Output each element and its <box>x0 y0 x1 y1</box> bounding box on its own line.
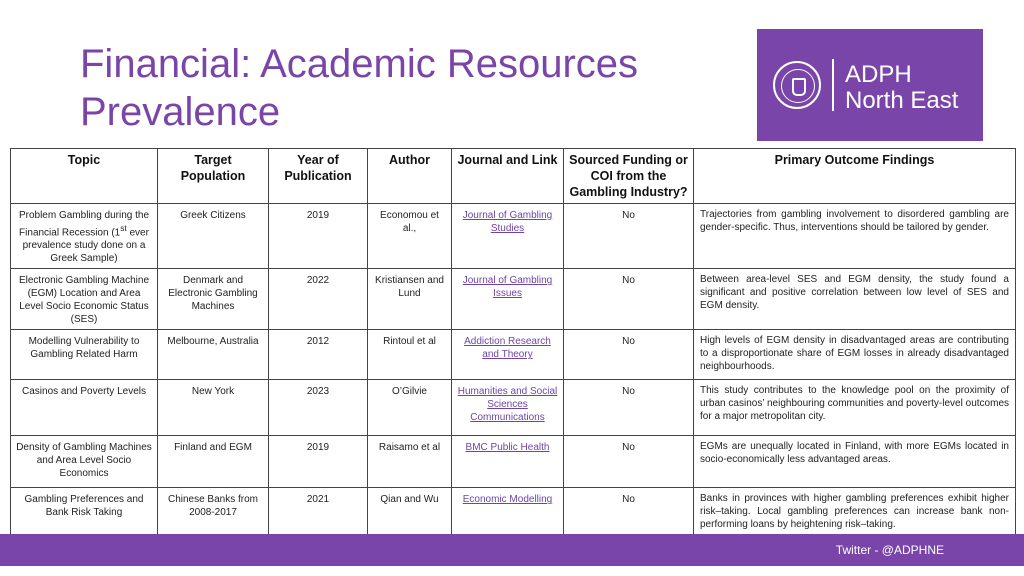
logo-divider <box>832 59 834 111</box>
journal-link[interactable]: Economic Modelling <box>462 494 553 506</box>
journal-link[interactable]: Addiction Research and Theory <box>464 336 551 361</box>
cell-population: Melbourne, Australia <box>158 330 269 380</box>
cell-topic: Gambling Preferences and Bank Risk Taking <box>11 488 158 538</box>
header-funding: Sourced Funding or COI from the Gambling Industry? <box>564 149 694 204</box>
slide-title-line-1: Financial: Academic Resources <box>80 42 639 86</box>
cell-population: New York <box>158 380 269 436</box>
cell-journal <box>452 488 564 538</box>
cell-year: 2019 <box>269 436 368 488</box>
table-row <box>11 330 1016 380</box>
cell-year: 2012 <box>269 330 368 380</box>
cell-author: Qian and Wu <box>368 488 452 538</box>
cell-funding: No <box>564 488 694 538</box>
header-topic: Topic <box>11 149 158 204</box>
journal-link[interactable]: Journal of Gambling Issues <box>462 275 553 300</box>
cell-funding: No <box>564 204 694 269</box>
header-journal: Journal and Link <box>452 149 564 204</box>
adph-logo <box>757 29 983 141</box>
cell-journal <box>452 436 564 488</box>
cell-outcome: This study contributes to the knowledge pool on the proximity of urban casinos’ neighbouring communities and poverty-level outcomes for a major metropolitan city. <box>694 380 1016 436</box>
topic-text-after-sup: ever prevalence study done on a Greek Sample) <box>22 227 149 265</box>
table-row <box>11 380 1016 436</box>
council-seal-icon <box>773 61 821 109</box>
cell-population: Denmark and Electronic Gambling Machines <box>158 269 269 330</box>
topic-superscript: st <box>120 223 127 233</box>
cell-year: 2019 <box>269 204 368 269</box>
cell-author: Raisamo et al <box>368 436 452 488</box>
slide-title-line-2: Prevalence <box>80 90 281 134</box>
table-header-row <box>11 149 1016 204</box>
cell-year: 2023 <box>269 380 368 436</box>
cell-topic: Casinos and Poverty Levels <box>11 380 158 436</box>
cell-outcome: Between area-level SES and EGM density, the study found a significant and positive correlation between low level of SES and EGM density. <box>694 269 1016 330</box>
cell-outcome: EGMs are unequally located in Finland, with more EGMs located in socio-economically less advantaged areas. <box>694 436 1016 488</box>
journal-link[interactable]: Journal of Gambling Studies <box>462 210 553 234</box>
cell-author: Kristiansen and Lund <box>368 269 452 330</box>
header-author: Author <box>368 149 452 204</box>
cell-population: Chinese Banks from 2008-2017 <box>158 488 269 538</box>
cell-topic: Density of Gambling Machines and Area Level Socio Economics <box>11 436 158 488</box>
cell-population: Greek Citizens <box>158 204 269 269</box>
cell-topic: Modelling Vulnerability to Gambling Related Harm <box>11 330 158 380</box>
header-year: Year of Publication <box>269 149 368 204</box>
header-target-population: Target Population <box>158 149 269 204</box>
cell-outcome: Banks in provinces with higher gambling preferences exhibit higher risk–taking. Local gambling preferences can increase bank non-performing loans by heightening risk–taking. <box>694 488 1016 538</box>
footer-bar <box>0 534 1024 566</box>
cell-outcome: Trajectories from gambling involvement to disordered gambling are gender-specific. Thus, interventions should be tailored by gender. <box>694 204 1016 269</box>
cell-topic: Electronic Gambling Machine (EGM) Location and Area Level Socio Economic Status (SES) <box>11 269 158 330</box>
cell-funding: No <box>564 330 694 380</box>
topic-text-before-sup: Problem Gambling during the Financial Recession (1 <box>18 210 150 239</box>
journal-link[interactable]: BMC Public Health <box>465 442 550 454</box>
cell-outcome: High levels of EGM density in disadvantaged areas are contributing to a disproportionate share of EGM losses in already disadvantaged neighbourhoods. <box>694 330 1016 380</box>
table-row <box>11 488 1016 538</box>
logo-line-1: ADPH <box>845 61 912 88</box>
findings-table <box>10 148 1016 538</box>
cell-author: O’Gilvie <box>368 380 452 436</box>
cell-author: Rintoul et al <box>368 330 452 380</box>
table-row <box>11 269 1016 330</box>
cell-author: Economou et al., <box>368 204 452 269</box>
logo-text <box>845 62 958 114</box>
cell-year: 2021 <box>269 488 368 538</box>
cell-funding: No <box>564 269 694 330</box>
cell-journal <box>452 204 564 269</box>
cell-topic <box>11 204 158 269</box>
slide-title <box>80 40 740 136</box>
logo-line-2: North East <box>845 87 959 114</box>
cell-journal <box>452 330 564 380</box>
cell-funding: No <box>564 436 694 488</box>
cell-year: 2022 <box>269 269 368 330</box>
cell-funding: No <box>564 380 694 436</box>
cell-population: Finland and EGM <box>158 436 269 488</box>
cell-journal <box>452 380 564 436</box>
twitter-handle[interactable]: Twitter - @ADPHNE <box>835 543 944 557</box>
cell-journal <box>452 269 564 330</box>
table-row <box>11 204 1016 269</box>
table-row <box>11 436 1016 488</box>
journal-link[interactable]: Humanities and Social Sciences Communications <box>457 386 558 424</box>
header-outcome: Primary Outcome Findings <box>694 149 1016 204</box>
